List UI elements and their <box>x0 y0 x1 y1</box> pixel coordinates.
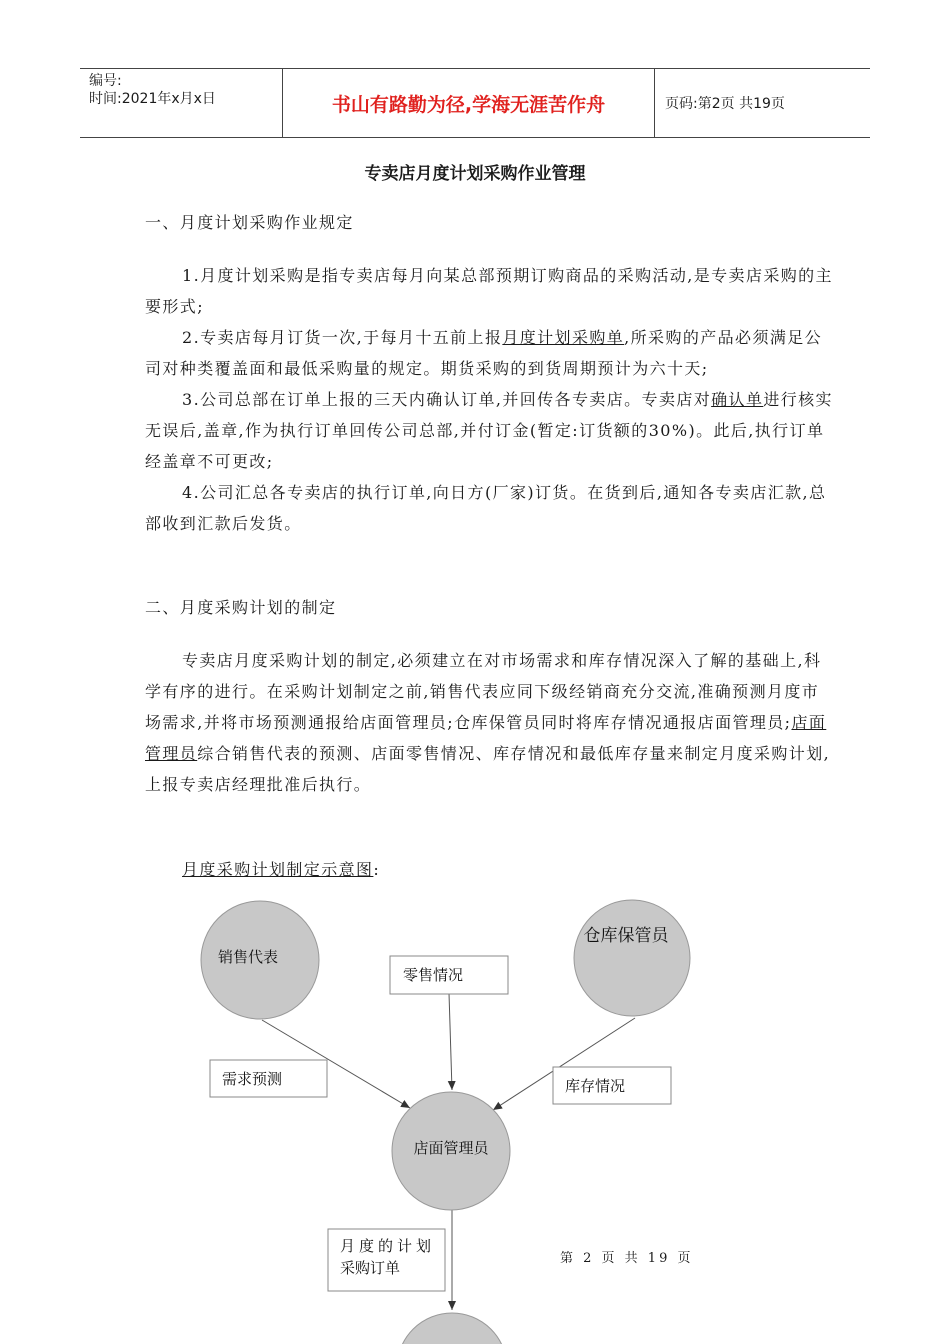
header-page-info: 页码:第2页 共19页 <box>665 96 785 112</box>
box-retail-label: 零售情况 <box>403 966 464 984</box>
diagram-caption: 月度采购计划制定示意图: <box>182 860 381 879</box>
node-sales-rep-label: 销售代表 <box>217 948 279 966</box>
section1-heading: 一、月度计划采购作业规定 <box>145 213 354 232</box>
header-motto: 书山有路勤为径,学海无涯苦作舟 <box>282 69 655 137</box>
confirmation-form-link: 确认单 <box>711 390 764 409</box>
section1-body <box>145 260 835 539</box>
node-next-partial <box>397 1313 507 1344</box>
section2-heading: 二、月度采购计划的制定 <box>145 598 337 617</box>
item-2: 2.专卖店每月订货一次,于每月十五前上报月度计划采购单,所采购的产品必须满足公司对种类覆盖面和最低采购量的规定。期货采购的到货周期预计为六十天; <box>145 328 823 378</box>
box-monthly-order-line1: 月度的计划 <box>340 1237 436 1255</box>
time-label: 时间:2021年x月x日 <box>89 91 216 107</box>
item-3: 3.公司总部在订单上报的三天内确认订单,并回传各专卖店。专卖店对确认单进行核实无误后,盖章,作为执行订单回传公司总部,并付订金(暂定:订货额的30%)。此后,执行订单经盖章不可更改; <box>145 390 833 471</box>
page-header <box>80 68 870 138</box>
box-demand-forecast-label: 需求预测 <box>222 1070 283 1088</box>
node-warehouse-keeper-label: 仓库保管员 <box>583 926 669 946</box>
node-store-manager-label: 店面管理员 <box>413 1139 489 1157</box>
monthly-order-form-link: 月度计划采购单 <box>502 328 625 347</box>
box-monthly-order-line2: 采购订单 <box>340 1259 401 1277</box>
arrow-retail-to-manager <box>449 993 452 1090</box>
node-warehouse-keeper <box>574 900 690 1016</box>
box-inventory-label: 库存情况 <box>565 1077 626 1095</box>
header-meta <box>80 69 282 137</box>
item-4: 4.公司汇总各专卖店的执行订单,向日方(厂家)订货。在货到后,通知各专卖店汇款,总部收到汇款后发货。 <box>145 483 827 533</box>
page-footer: 第 2 页 共 19 页 <box>560 1251 694 1266</box>
number-label: 编号: <box>89 73 122 89</box>
section2-paragraph: 专卖店月度采购计划的制定,必须建立在对市场需求和库存情况深入了解的基础上,科学有序的进行。在采购计划制定之前,销售代表应同下级经销商充分交流,准确预测月度市场需求,并将市场预测通报给店面管理员;仓库保管员同时将库存情况通报店面管理员;店面管理员综合销售代表的预测、店面零售情况、库存情况和最低库存量来制定月度采购计划,上报专卖店经理批准后执行。 <box>145 651 831 794</box>
store-manager-term: 店面管理员 <box>145 713 827 763</box>
item-1: 1.月度计划采购是指专卖店每月向某总部预期订购商品的采购活动,是专卖店采购的主要形式; <box>145 266 833 316</box>
document-title: 专卖店月度计划采购作业管理 <box>364 164 586 184</box>
procurement-flow-diagram <box>0 880 950 1344</box>
section2-body <box>145 645 835 800</box>
